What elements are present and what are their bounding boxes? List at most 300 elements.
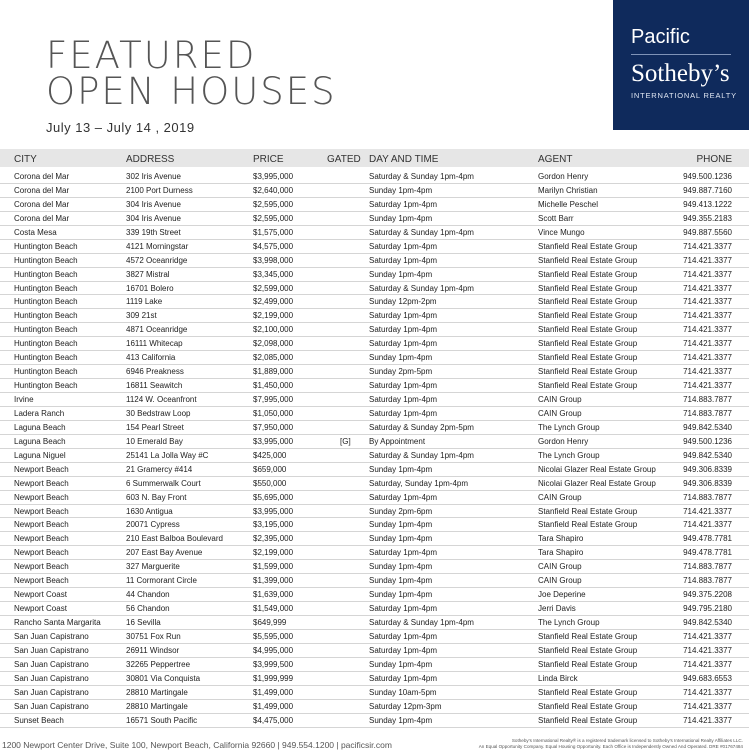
phone-cell: 949.842.5340 [683, 422, 732, 432]
address-cell: 304 Iris Avenue [126, 213, 182, 223]
table-row [0, 184, 749, 198]
agent-cell: Stanfield Real Estate Group [538, 297, 638, 307]
table-row [0, 602, 749, 616]
address-cell: 302 Iris Avenue [126, 172, 182, 181]
agent-cell: Tara Shapiro [538, 548, 584, 558]
day-time-cell: Saturday & Sunday 1pm-4pm [369, 172, 474, 181]
city-cell: Newport Beach [14, 548, 69, 558]
header-agent: AGENT [538, 154, 573, 165]
phone-cell: 949.413.1222 [683, 199, 732, 209]
agent-cell: Stanfield Real Estate Group [538, 506, 638, 516]
table-row [0, 477, 749, 491]
address-cell: 21 Gramercy #414 [126, 464, 193, 474]
price-cell: $425,000 [253, 450, 287, 460]
phone-cell: 714.421.3377 [683, 325, 732, 335]
phone-cell: 949.500.1236 [683, 172, 732, 181]
day-time-cell: Saturday 1pm-4pm [369, 311, 438, 321]
city-cell: Huntington Beach [14, 353, 78, 363]
table-row [0, 240, 749, 254]
title-line-2: OPEN HOUSES [46, 70, 337, 113]
day-time-cell: Sunday 1pm-4pm [369, 213, 433, 223]
city-cell: Newport Beach [14, 464, 69, 474]
agent-cell: Stanfield Real Estate Group [538, 631, 638, 641]
agent-cell: Stanfield Real Estate Group [538, 715, 638, 725]
logo-divider [631, 54, 731, 55]
day-time-cell: Saturday 1pm-4pm [369, 673, 438, 683]
agent-cell: Stanfield Real Estate Group [538, 353, 638, 363]
agent-cell: Joe Deperine [538, 590, 586, 600]
day-time-cell: Saturday 1pm-4pm [369, 631, 438, 641]
price-cell: $1,889,000 [253, 367, 294, 377]
price-cell: $550,000 [253, 478, 287, 488]
price-cell: $4,995,000 [253, 645, 294, 655]
address-cell: 207 East Bay Avenue [126, 548, 203, 558]
agent-cell: CAIN Group [538, 562, 582, 572]
city-cell: Corona del Mar [14, 199, 70, 209]
address-cell: 32265 Peppertree [126, 659, 191, 669]
price-cell: $3,995,000 [253, 172, 294, 181]
phone-cell: 949.500.1236 [683, 436, 732, 446]
city-cell: Huntington Beach [14, 381, 78, 391]
agent-cell: Stanfield Real Estate Group [538, 687, 638, 697]
city-cell: Newport Beach [14, 506, 69, 516]
phone-cell: 949.683.6553 [683, 673, 732, 683]
agent-cell: Stanfield Real Estate Group [538, 339, 638, 349]
city-cell: Laguna Niguel [14, 450, 66, 460]
phone-cell: 714.421.3377 [683, 241, 732, 251]
table-row [0, 337, 749, 351]
agent-cell: Stanfield Real Estate Group [538, 367, 638, 377]
address-cell: 28810 Martingale [126, 701, 188, 711]
agent-cell: The Lynch Group [538, 422, 600, 432]
price-cell: $2,499,000 [253, 297, 294, 307]
table-row [0, 170, 749, 184]
price-cell: $4,475,000 [253, 715, 294, 725]
city-cell: Sunset Beach [14, 715, 64, 725]
address-cell: 44 Chandon [126, 590, 170, 600]
address-cell: 11 Cormorant Circle [126, 576, 197, 586]
agent-cell: Stanfield Real Estate Group [538, 520, 638, 530]
footer-legal-line-1: Sotheby’s International Realty® is a registered trademark licensed to Sotheby’s International Realty Affiliates LLC. [511, 738, 743, 743]
city-cell: Laguna Beach [14, 436, 66, 446]
footer-legal-line-2: An Equal Opportunity Company. Equal Housing Opportunity. Each Office is Independently Owned And Operated. DRE #01767484 [478, 744, 743, 749]
price-cell: $2,595,000 [253, 213, 294, 223]
city-cell: Newport Beach [14, 534, 69, 544]
day-time-cell: Sunday 1pm-4pm [369, 562, 433, 572]
price-cell: $649,999 [253, 618, 287, 627]
day-time-cell: Sunday 1pm-4pm [369, 520, 433, 530]
price-cell: $2,395,000 [253, 534, 294, 544]
city-cell: Huntington Beach [14, 269, 78, 279]
city-cell: Irvine [14, 395, 34, 404]
price-cell: $1,399,000 [253, 576, 294, 586]
agent-cell: Marilyn Christian [538, 185, 598, 195]
table-row [0, 212, 749, 226]
phone-cell: 714.883.7877 [683, 395, 732, 404]
logo-sothebys: Sotheby’s [631, 60, 730, 87]
table-row [0, 491, 749, 505]
table-row [0, 630, 749, 644]
table-row [0, 421, 749, 435]
day-time-cell: Saturday 1pm-4pm [369, 492, 438, 502]
address-cell: 25141 La Jolla Way #C [126, 450, 209, 460]
table-row [0, 714, 749, 728]
address-cell: 1119 Lake [126, 297, 163, 307]
price-cell: $1,575,000 [253, 227, 294, 237]
header-phone: PHONE [696, 154, 732, 165]
phone-cell: 714.421.3377 [683, 687, 732, 697]
day-time-cell: Sunday 1pm-4pm [369, 576, 433, 586]
address-cell: 16811 Seawitch [126, 381, 183, 391]
address-cell: 4871 Oceanridge [126, 325, 188, 335]
agent-cell: Michelle Peschel [538, 199, 599, 209]
price-cell: $3,995,000 [253, 506, 294, 516]
price-cell: $2,100,000 [253, 325, 294, 335]
agent-cell: Tara Shapiro [538, 534, 584, 544]
listings-table [0, 170, 749, 728]
phone-cell: 714.421.3377 [683, 353, 732, 363]
agent-cell: Jerri Davis [538, 604, 576, 614]
header-address: ADDRESS [126, 154, 175, 165]
header-city: CITY [14, 154, 37, 165]
day-time-cell: Sunday 1pm-4pm [369, 590, 433, 600]
agent-cell: Linda Birck [538, 673, 578, 683]
agent-cell: Gordon Henry [538, 172, 589, 181]
table-row [0, 686, 749, 700]
price-cell: $3,195,000 [253, 520, 294, 530]
address-cell: 16701 Bolero [126, 283, 174, 293]
price-cell: $1,999,999 [253, 673, 294, 683]
phone-cell: 714.883.7877 [683, 492, 732, 502]
city-cell: Corona del Mar [14, 172, 70, 181]
address-cell: 30 Bedstraw Loop [126, 408, 191, 418]
price-cell: $1,499,000 [253, 687, 294, 697]
day-time-cell: Saturday 1pm-4pm [369, 395, 438, 404]
address-cell: 28810 Martingale [126, 687, 188, 697]
price-cell: $7,950,000 [253, 422, 294, 432]
address-cell: 327 Marguerite [126, 562, 180, 572]
phone-cell: 949.887.5560 [683, 227, 732, 237]
date-range: July 13 – July 14 , 2019 [46, 120, 195, 135]
phone-cell: 714.421.3377 [683, 311, 732, 321]
phone-cell: 714.421.3377 [683, 645, 732, 655]
agent-cell: Stanfield Real Estate Group [538, 283, 638, 293]
address-cell: 30801 Via Conquista [126, 673, 201, 683]
city-cell: San Juan Capistrano [14, 645, 89, 655]
table-row [0, 644, 749, 658]
address-cell: 309 21st [126, 311, 157, 321]
table-row [0, 323, 749, 337]
price-cell: $2,098,000 [253, 339, 294, 349]
price-cell: $3,995,000 [253, 436, 294, 446]
day-time-cell: Sunday 2pm-5pm [369, 367, 433, 377]
table-row [0, 700, 749, 714]
table-row [0, 309, 749, 323]
address-cell: 6 Summerwalk Court [126, 478, 201, 488]
address-cell: 56 Chandon [126, 604, 170, 614]
agent-cell: CAIN Group [538, 408, 582, 418]
table-row [0, 254, 749, 268]
day-time-cell: Saturday & Sunday 1pm-4pm [369, 283, 474, 293]
table-row [0, 463, 749, 477]
city-cell: Huntington Beach [14, 283, 78, 293]
agent-cell: Stanfield Real Estate Group [538, 381, 638, 391]
gated-cell: [G] [340, 436, 351, 446]
day-time-cell: Sunday 1pm-4pm [369, 534, 433, 544]
day-time-cell: Saturday 1pm-4pm [369, 381, 438, 391]
price-cell: $5,695,000 [253, 492, 294, 502]
agent-cell: Nicolai Glazer Real Estate Group [538, 478, 656, 488]
table-row [0, 282, 749, 296]
city-cell: San Juan Capistrano [14, 701, 89, 711]
city-cell: Corona del Mar [14, 185, 70, 195]
table-row [0, 588, 749, 602]
table-row [0, 658, 749, 672]
price-cell: $659,000 [253, 464, 287, 474]
address-cell: 10 Emerald Bay [126, 436, 183, 446]
table-row [0, 672, 749, 686]
day-time-cell: Sunday 1pm-4pm [369, 715, 433, 725]
table-row [0, 574, 749, 588]
agent-cell: Stanfield Real Estate Group [538, 701, 638, 711]
address-cell: 1124 W. Oceanfront [126, 395, 197, 404]
phone-cell: 714.421.3377 [683, 506, 732, 516]
agent-cell: The Lynch Group [538, 450, 600, 460]
table-row [0, 198, 749, 212]
phone-cell: 949.375.2208 [683, 590, 732, 600]
price-cell: $7,995,000 [253, 395, 294, 404]
table-row [0, 616, 749, 630]
address-cell: 16111 Whitecap [126, 339, 183, 349]
price-cell: $1,599,000 [253, 562, 294, 572]
city-cell: San Juan Capistrano [14, 659, 89, 669]
day-time-cell: Sunday 1pm-4pm [369, 269, 433, 279]
agent-cell: Stanfield Real Estate Group [538, 269, 638, 279]
city-cell: Huntington Beach [14, 325, 78, 335]
table-row [0, 226, 749, 240]
city-cell: Ladera Ranch [14, 408, 65, 418]
day-time-cell: Saturday & Sunday 1pm-4pm [369, 618, 474, 627]
footer-legal [479, 738, 743, 750]
day-time-cell: Sunday 2pm-6pm [369, 506, 433, 516]
address-cell: 6946 Preakness [126, 367, 184, 377]
day-time-cell: Saturday 1pm-4pm [369, 199, 438, 209]
header-day-time: DAY AND TIME [369, 154, 439, 165]
phone-cell: 949.306.8339 [683, 464, 732, 474]
city-cell: San Juan Capistrano [14, 687, 89, 697]
phone-cell: 714.421.3377 [683, 339, 732, 349]
address-cell: 16571 South Pacific [126, 715, 198, 725]
phone-cell: 714.421.3377 [683, 255, 732, 265]
phone-cell: 949.306.8339 [683, 478, 732, 488]
agent-cell: CAIN Group [538, 395, 582, 404]
price-cell: $5,595,000 [253, 631, 294, 641]
day-time-cell: Saturday 1pm-4pm [369, 645, 438, 655]
brand-logo [613, 0, 749, 130]
table-row [0, 505, 749, 519]
table-row [0, 379, 749, 393]
city-cell: Newport Beach [14, 576, 69, 586]
city-cell: Huntington Beach [14, 255, 78, 265]
phone-cell: 714.421.3377 [683, 283, 732, 293]
city-cell: Newport Beach [14, 478, 69, 488]
day-time-cell: Saturday & Sunday 1pm-4pm [369, 227, 474, 237]
phone-cell: 714.421.3377 [683, 659, 732, 669]
city-cell: Newport Coast [14, 590, 67, 600]
phone-cell: 714.421.3377 [683, 297, 732, 307]
agent-cell: Stanfield Real Estate Group [538, 311, 638, 321]
agent-cell: Gordon Henry [538, 436, 589, 446]
city-cell: Newport Beach [14, 562, 69, 572]
address-cell: 339 19th Street [126, 227, 181, 237]
phone-cell: 949.795.2180 [683, 604, 732, 614]
address-cell: 210 East Balboa Boulevard [126, 534, 223, 544]
page-title [46, 34, 337, 113]
city-cell: Huntington Beach [14, 311, 78, 321]
agent-cell: The Lynch Group [538, 618, 600, 627]
table-row [0, 351, 749, 365]
price-cell: $1,499,000 [253, 701, 294, 711]
price-cell: $3,345,000 [253, 269, 294, 279]
price-cell: $2,199,000 [253, 548, 294, 558]
day-time-cell: Saturday & Sunday 2pm-5pm [369, 422, 474, 432]
city-cell: Huntington Beach [14, 297, 78, 307]
table-header [0, 149, 749, 167]
day-time-cell: Sunday 1pm-4pm [369, 353, 433, 363]
table-row [0, 546, 749, 560]
address-cell: 1630 Antigua [126, 506, 173, 516]
price-cell: $2,640,000 [253, 185, 294, 195]
phone-cell: 714.883.7877 [683, 408, 732, 418]
phone-cell: 949.355.2183 [683, 213, 732, 223]
price-cell: $4,575,000 [253, 241, 294, 251]
phone-cell: 714.421.3377 [683, 520, 732, 530]
city-cell: Rancho Santa Margarita [14, 618, 101, 627]
table-row [0, 449, 749, 463]
address-cell: 20071 Cypress [126, 520, 180, 530]
phone-cell: 949.887.7160 [683, 185, 732, 195]
footer-address: 1200 Newport Center Drive, Suite 100, Newport Beach, California 92660 | 949.554.1200 | pacificsir.com [2, 740, 392, 750]
day-time-cell: Sunday 12pm-2pm [369, 297, 437, 307]
table-row [0, 365, 749, 379]
address-cell: 16 Sevilla [126, 618, 161, 627]
price-cell: $2,199,000 [253, 311, 294, 321]
day-time-cell: Saturday & Sunday 1pm-4pm [369, 450, 474, 460]
agent-cell: CAIN Group [538, 492, 582, 502]
phone-cell: 949.842.5340 [683, 450, 732, 460]
price-cell: $1,050,000 [253, 408, 294, 418]
agent-cell: Scott Barr [538, 213, 574, 223]
day-time-cell: By Appointment [369, 436, 426, 446]
agent-cell: Stanfield Real Estate Group [538, 645, 638, 655]
phone-cell: 714.421.3377 [683, 715, 732, 725]
city-cell: Newport Beach [14, 520, 69, 530]
city-cell: Corona del Mar [14, 213, 70, 223]
day-time-cell: Sunday 1pm-4pm [369, 185, 433, 195]
address-cell: 4121 Morningstar [126, 241, 189, 251]
agent-cell: Stanfield Real Estate Group [538, 325, 638, 335]
table-row [0, 268, 749, 282]
city-cell: Laguna Beach [14, 422, 66, 432]
phone-cell: 949.478.7781 [683, 534, 732, 544]
address-cell: 413 California [126, 353, 176, 363]
city-cell: Costa Mesa [14, 227, 57, 237]
phone-cell: 949.478.7781 [683, 548, 732, 558]
city-cell: San Juan Capistrano [14, 631, 89, 641]
city-cell: Newport Coast [14, 604, 67, 614]
table-row [0, 518, 749, 532]
header-gated: GATED [327, 154, 361, 165]
table-row [0, 295, 749, 309]
table-row [0, 560, 749, 574]
price-cell: $3,999,500 [253, 659, 294, 669]
day-time-cell: Saturday 1pm-4pm [369, 548, 438, 558]
phone-cell: 949.842.5340 [683, 618, 732, 627]
agent-cell: Vince Mungo [538, 227, 585, 237]
city-cell: San Juan Capistrano [14, 673, 89, 683]
day-time-cell: Sunday 1pm-4pm [369, 659, 433, 669]
title-line-1: FEATURED [46, 34, 257, 77]
phone-cell: 714.421.3377 [683, 381, 732, 391]
phone-cell: 714.421.3377 [683, 701, 732, 711]
phone-cell: 714.421.3377 [683, 631, 732, 641]
price-cell: $2,595,000 [253, 199, 294, 209]
table-row [0, 407, 749, 421]
price-cell: $1,549,000 [253, 604, 294, 614]
agent-cell: Stanfield Real Estate Group [538, 255, 638, 265]
address-cell: 26911 Windsor [126, 645, 180, 655]
price-cell: $1,450,000 [253, 381, 294, 391]
address-cell: 30751 Fox Run [126, 631, 181, 641]
day-time-cell: Sunday 10am-5pm [369, 687, 437, 697]
table-row [0, 435, 749, 449]
day-time-cell: Saturday 1pm-4pm [369, 339, 438, 349]
phone-cell: 714.421.3377 [683, 367, 732, 377]
logo-pacific: Pacific [631, 26, 690, 48]
address-cell: 304 Iris Avenue [126, 199, 182, 209]
day-time-cell: Saturday, Sunday 1pm-4pm [369, 478, 469, 488]
agent-cell: Stanfield Real Estate Group [538, 241, 638, 251]
day-time-cell: Saturday 1pm-4pm [369, 325, 438, 335]
day-time-cell: Saturday 1pm-4pm [369, 241, 438, 251]
agent-cell: Stanfield Real Estate Group [538, 659, 638, 669]
day-time-cell: Sunday 1pm-4pm [369, 464, 433, 474]
city-cell: Huntington Beach [14, 339, 78, 349]
logo-international-realty: INTERNATIONAL REALTY [631, 91, 737, 100]
day-time-cell: Saturday 12pm-3pm [369, 701, 442, 711]
table-row [0, 393, 749, 407]
price-cell: $3,998,000 [253, 255, 294, 265]
header-price: PRICE [253, 154, 284, 165]
address-cell: 3827 Mistral [126, 269, 170, 279]
address-cell: 603 N. Bay Front [126, 492, 187, 502]
price-cell: $2,085,000 [253, 353, 294, 363]
agent-cell: CAIN Group [538, 576, 582, 586]
agent-cell: Nicolai Glazer Real Estate Group [538, 464, 656, 474]
phone-cell: 714.883.7877 [683, 562, 732, 572]
address-cell: 154 Pearl Street [126, 422, 184, 432]
price-cell: $2,599,000 [253, 283, 294, 293]
city-cell: Newport Beach [14, 492, 69, 502]
price-cell: $1,639,000 [253, 590, 294, 600]
city-cell: Huntington Beach [14, 241, 78, 251]
city-cell: Huntington Beach [14, 367, 78, 377]
day-time-cell: Saturday 1pm-4pm [369, 604, 438, 614]
day-time-cell: Saturday 1pm-4pm [369, 408, 438, 418]
address-cell: 4572 Oceanridge [126, 255, 188, 265]
table-row [0, 532, 749, 546]
day-time-cell: Saturday 1pm-4pm [369, 255, 438, 265]
